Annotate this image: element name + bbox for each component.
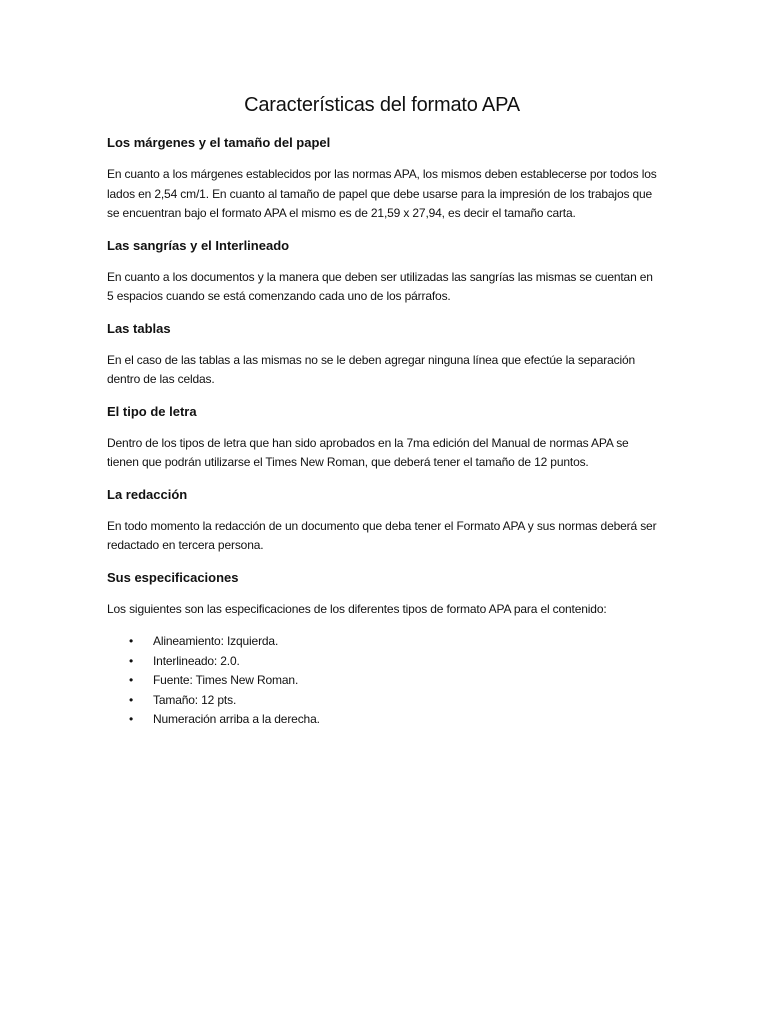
bullet-icon: • <box>129 634 134 648</box>
section-heading-tables: Las tablas <box>107 320 171 336</box>
section-body-margins: En cuanto a los márgenes establecidos por las normas APA, los mismos deben establecerse por todos los lados en 2,54 cm/1. En cuanto al tamaño de papel que debe usarse para la impresión de los trabajos que se encuentran bajo el formato APA el mismo es de 21,59 x 27,94, es decir el tamaño carta. <box>107 167 657 220</box>
specifications-list <box>107 632 657 730</box>
list-item-text: Fuente: Times New Roman. <box>153 673 299 687</box>
list-item <box>129 710 657 730</box>
section-body-font: Dentro de los tipos de letra que han sido aprobados en la 7ma edición del Manual de normas APA se tienen que podrán utilizarse el Times New Roman, que deberá tener el tamaño de 12 puntos. <box>107 435 629 469</box>
bullet-icon: • <box>129 692 134 707</box>
list-item-text: Tamaño: 12 pts. <box>153 692 237 707</box>
document-title: Características del formato APA <box>244 94 520 116</box>
section-body-specifications: Los siguientes son las especificaciones de los diferentes tipos de formato APA para el contenido: <box>107 601 607 616</box>
section-body-tables: En el caso de las tablas a las mismas no se le deben agregar ninguna línea que efectúe la separación dentro de las celdas. <box>107 352 636 386</box>
bullet-icon: • <box>129 653 134 668</box>
list-item <box>129 691 657 711</box>
section-heading-font: El tipo de letra <box>107 403 197 419</box>
bullet-icon: • <box>129 712 134 726</box>
list-item <box>129 671 657 691</box>
bullet-icon: • <box>129 673 134 687</box>
document-content <box>107 92 657 730</box>
list-item-text: Numeración arriba a la derecha. <box>153 712 320 726</box>
section-body-indentation: En cuanto a los documentos y la manera que deben ser utilizadas las sangrías las mismas se cuentan en 5 espacios cuando se está comenzando cada uno de los párrafos. <box>107 269 653 303</box>
list-item-text: Alineamiento: Izquierda. <box>153 634 279 648</box>
section-body-writing: En todo momento la redacción de un documento que deba tener el Formato APA y sus normas deberá ser redactado en tercera persona. <box>107 518 657 552</box>
list-item <box>129 652 657 672</box>
section-heading-specifications: Sus especificaciones <box>107 569 239 585</box>
section-heading-writing: La redacción <box>107 486 188 502</box>
list-item <box>129 632 657 652</box>
section-heading-margins: Los márgenes y el tamaño del papel <box>107 135 331 150</box>
list-item-text: Interlineado: 2.0. <box>153 653 240 668</box>
section-heading-indentation: Las sangrías y el Interlineado <box>107 237 290 253</box>
